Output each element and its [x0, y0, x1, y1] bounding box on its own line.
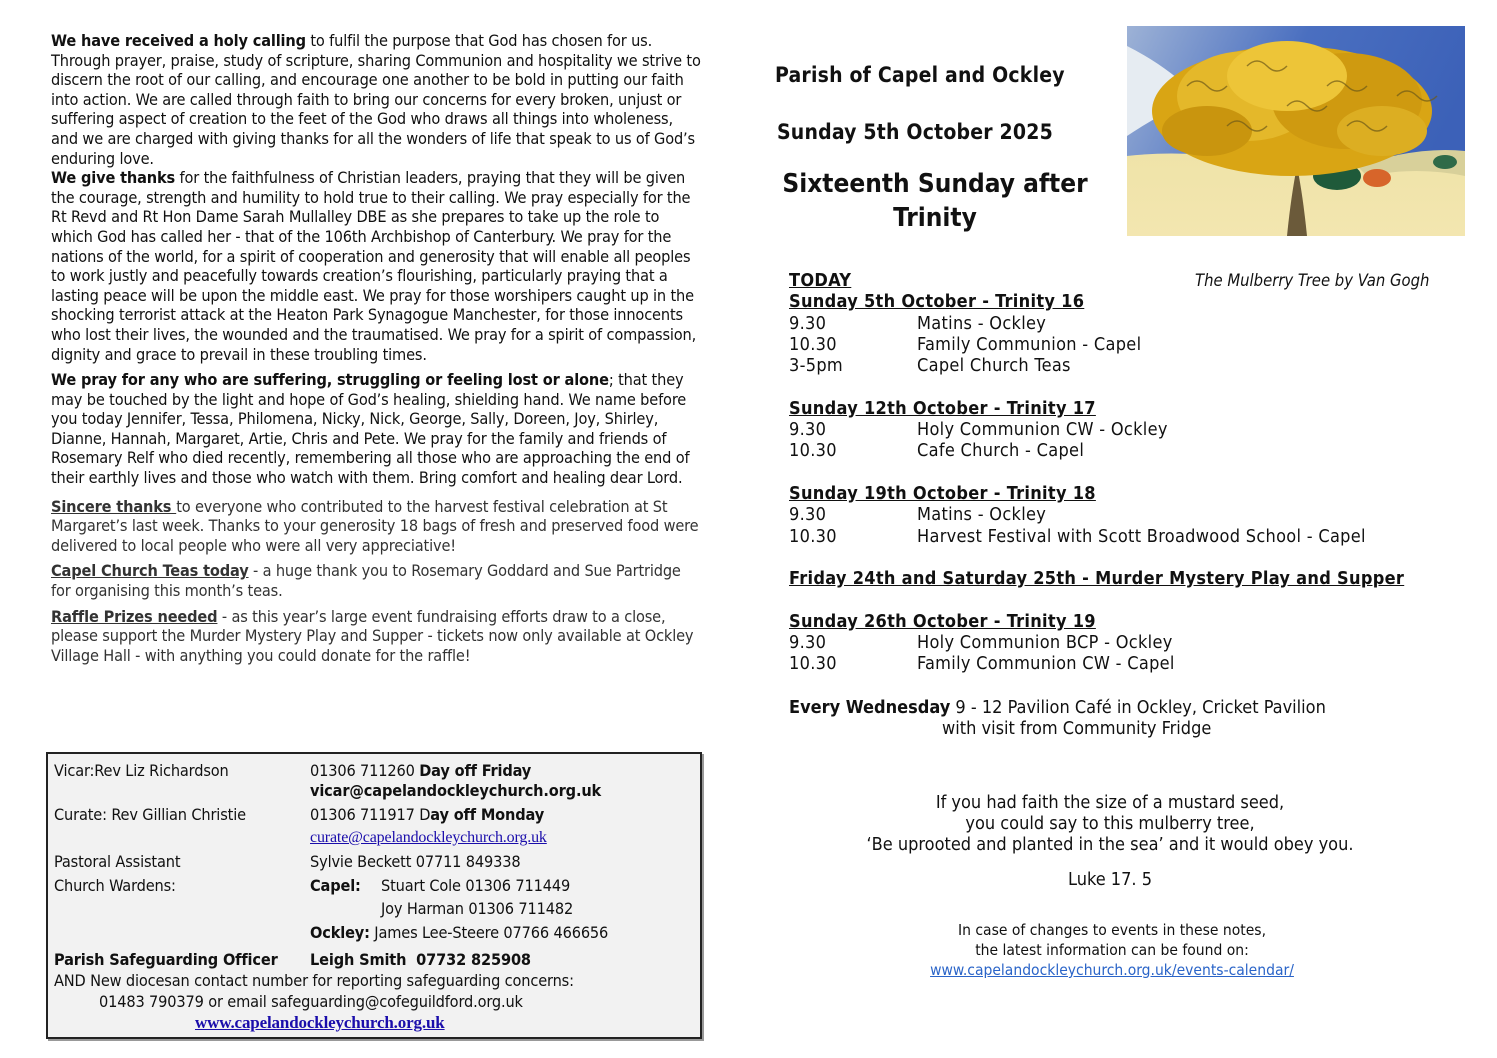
schedule-sections [789, 291, 1429, 674]
occasion-line-2: Trinity [893, 203, 977, 233]
service-time: 10.30 [789, 653, 837, 675]
quote-line-1: If you had faith the size of a mustard seed, [935, 792, 1285, 813]
schedule-row [789, 419, 1429, 440]
prayer-heading: We have received a holy calling [51, 31, 306, 50]
schedule-row [789, 504, 1429, 525]
quote-line-3: ‘Be uprooted and planted in the sea’ and it would obey you. [866, 834, 1354, 856]
notice-text: - as this year’s large event fundraising efforts draw to a close, please support the Murder Mystery Play and Supper - tickets now only available at Ockley Village Hall - with anything you could donate for the raffle! [51, 606, 694, 665]
service-time: 10.30 [789, 333, 837, 355]
occasion-line-1: Sixteenth Sunday after [782, 169, 1088, 199]
schedule-section-heading: Sunday 5th October - Trinity 16 [789, 291, 1085, 313]
wednesday-notice [789, 697, 1389, 740]
service-event: Matins - Ockley [917, 504, 1047, 526]
safeguarding-label: Parish Safeguarding Officer [54, 950, 278, 969]
vicar-phone: 01306 711260 [310, 761, 420, 780]
schedule-spacer [789, 462, 1429, 483]
service-time: 9.30 [789, 632, 827, 654]
service-time: 9.30 [789, 504, 827, 526]
prayer-text: to fulfil the purpose that God has chosen for us. Through prayer, praise, study of scripture, sharing Communion and hospitality we strive to discern the root of our calling, and encourage one another to be bold in putting our faith into action. We are called through faith to bring our concerns for every broken, unjust or suffering aspect of creation to the feet of the God who draws all things into wholeness, and we are charged with giving thanks for all the wonders of life that speak to us of God’s enduring love. [51, 31, 701, 168]
schedule-row [789, 313, 1429, 334]
prayer-heading: We pray for any who are suffering, struggling or feeling lost or alone [51, 370, 609, 390]
events-calendar-link[interactable]: www.capelandockleychurch.org.uk/events-calendar/ [930, 961, 1294, 979]
notice-sincere-thanks [51, 497, 701, 556]
prayer-holy-calling [51, 31, 701, 168]
ockley-wardens [310, 923, 608, 942]
wardens-label: Church Wardens: [54, 876, 176, 895]
notice-text: to everyone who contributed to the harvest festival celebration at St Margaret’s last week. Thanks to your generosity 18 bags of fresh and preserved food were delivered to local people who were all very appreciative! [51, 496, 699, 555]
safeguarding-value: Leigh Smith 07732 825908 [310, 950, 531, 969]
wednesday-line-1 [789, 697, 1389, 718]
diocesan-line-1: AND New diocesan contact number for reporting safeguarding concerns: [54, 971, 574, 990]
service-event: Holy Communion CW - Ockley [917, 419, 1168, 441]
schedule-spacer [789, 376, 1429, 397]
service-event: Family Communion CW - Capel [917, 653, 1175, 675]
quote-reference: Luke 17. 5 [1068, 868, 1152, 890]
service-time: 10.30 [789, 440, 837, 462]
service-event: Harvest Festival with Scott Broadwood School - Capel [917, 525, 1366, 547]
service-time: 9.30 [789, 312, 827, 334]
schedule-section-heading: Sunday 26th October - Trinity 19 [789, 610, 1096, 632]
painting-image [1127, 26, 1465, 236]
vicar-details [310, 761, 531, 780]
changes-notice [880, 920, 1344, 980]
curate-label: Curate: Rev Gillian Christie [54, 805, 246, 824]
parish-title: Parish of Capel and Ockley [775, 63, 1065, 87]
curate-day-off: ay off Monday [430, 805, 545, 824]
wednesday-bold: Every Wednesday [789, 697, 951, 718]
service-time: 10.30 [789, 525, 837, 547]
service-schedule [789, 270, 1429, 675]
prayer-heading: We give thanks [51, 168, 176, 188]
service-event: Family Communion - Capel [917, 333, 1142, 355]
schedule-row [789, 440, 1429, 461]
schedule-row [789, 334, 1429, 355]
vicar-day-off: Day off Friday [419, 761, 532, 780]
service-time: 3-5pm [789, 355, 844, 377]
painting-caption: The Mulberry Tree by Van Gogh [1195, 271, 1430, 290]
service-event: Holy Communion BCP - Ockley [917, 632, 1173, 654]
occasion-title [770, 167, 1100, 235]
vicar-label: Vicar:Rev Liz Richardson [54, 761, 229, 780]
today-label: TODAY [789, 270, 852, 291]
website-link[interactable]: www.capelandockleychurch.org.uk [195, 1013, 445, 1032]
schedule-spacer [789, 547, 1429, 568]
service-time: 9.30 [789, 419, 827, 441]
schedule-row [789, 355, 1429, 376]
schedule-spacer [789, 589, 1429, 610]
schedule-section-heading: Sunday 12th October - Trinity 17 [789, 397, 1096, 419]
prayer-give-thanks [51, 168, 701, 364]
wednesday-text: 9 - 12 Pavilion Café in Ockley, Cricket Pavilion [950, 697, 1326, 718]
service-date: Sunday 5th October 2025 [777, 120, 1053, 144]
vicar-email[interactable]: vicar@capelandockleychurch.org.uk [310, 781, 602, 800]
wednesday-line-2: with visit from Community Fridge [942, 718, 1212, 740]
capel-label: Capel: [310, 876, 361, 895]
curate-phone: 01306 711917 D [310, 805, 431, 824]
notice-heading: Capel Church Teas today [51, 561, 249, 581]
notice-heading: Raffle Prizes needed [51, 606, 218, 626]
diocesan-line-2: 01483 790379 or email safeguarding@cofeguildford.org.uk [99, 992, 523, 1011]
changes-line-2: the latest information can be found on: [975, 941, 1249, 959]
capel-warden-1: Stuart Cole 01306 711449 [381, 876, 571, 895]
service-event: Matins - Ockley [917, 312, 1047, 334]
pastoral-value: Sylvie Beckett 07711 849338 [310, 852, 521, 871]
schedule-section-heading: Sunday 19th October - Trinity 18 [789, 482, 1096, 504]
schedule-row [789, 632, 1429, 653]
changes-line-1: In case of changes to events in these notes, [958, 921, 1266, 939]
prayers-column [51, 31, 701, 665]
capel-warden-2: Joy Harman 01306 711482 [381, 899, 574, 918]
schedule-row [789, 526, 1429, 547]
notice-raffle-prizes [51, 607, 701, 666]
contact-box [46, 752, 702, 1039]
notice-heading: Sincere thanks [51, 496, 177, 516]
schedule-row [789, 653, 1429, 674]
schedule-section-heading: Friday 24th and Saturday 25th - Murder Mystery Play and Supper [789, 568, 1405, 590]
quote-line-2: you could say to this mulberry tree, [965, 813, 1255, 835]
pastoral-label: Pastoral Assistant [54, 852, 181, 871]
service-event: Capel Church Teas [917, 355, 1071, 377]
curate-details [310, 805, 544, 824]
notice-text: - a huge thank you to Rosemary Goddard and Sue Partridge for organising this month’s teas. [51, 561, 681, 601]
mulberry-tree-painting [1127, 26, 1465, 236]
service-event: Cafe Church - Capel [917, 440, 1085, 462]
prayer-suffering [51, 370, 701, 488]
prayer-text: ; that they may be touched by the light and hope of God’s healing, shielding hand. We name before you today Jennifer, Tessa, Philomena, Nicky, Nick, George, Sally, Doreen, Joy, Shirley, Dianne, Hannah, Margaret, Artie, Chris and Pete. We pray for the family and friends of Rosemary Relf who died recently, remembering all those who are approaching the end of their earthly lives and those who watch with them. Bring comfort and healing dear Lord. [51, 370, 690, 488]
curate-email-link[interactable]: curate@capelandockleychurch.org.uk [310, 829, 547, 846]
prayer-text: for the faithfulness of Christian leaders, praying that they will be given the courage, strength and humility to hold true to their calling. We pray especially for the Rt Revd and Rt Hon Dame Sarah Mullalley DBE as she prepares to take up the role to which God has called her - that of the 106th Archbishop of Canterbury. We pray for the nations of the world, for a spirit of cooperation and generosity that will enable all peoples to work justly and peacefully towards creation’s flourishing, particularly praying that a lasting peace will be upon the middle east. We pray for those worshipers caught up in the shocking terrorist attack at the Heaton Park Synagogue Manchester, for those innocents who lost their lives, the wounded and the traumatised. We pray for a spirit of compassion, dignity and grace to prevail in these troubling times. [51, 168, 697, 364]
notice-capel-teas [51, 561, 701, 600]
ockley-warden: James Lee-Steere 07766 466656 [369, 923, 609, 942]
ockley-label: Ockley: [310, 923, 370, 942]
scripture-quote [830, 792, 1390, 890]
